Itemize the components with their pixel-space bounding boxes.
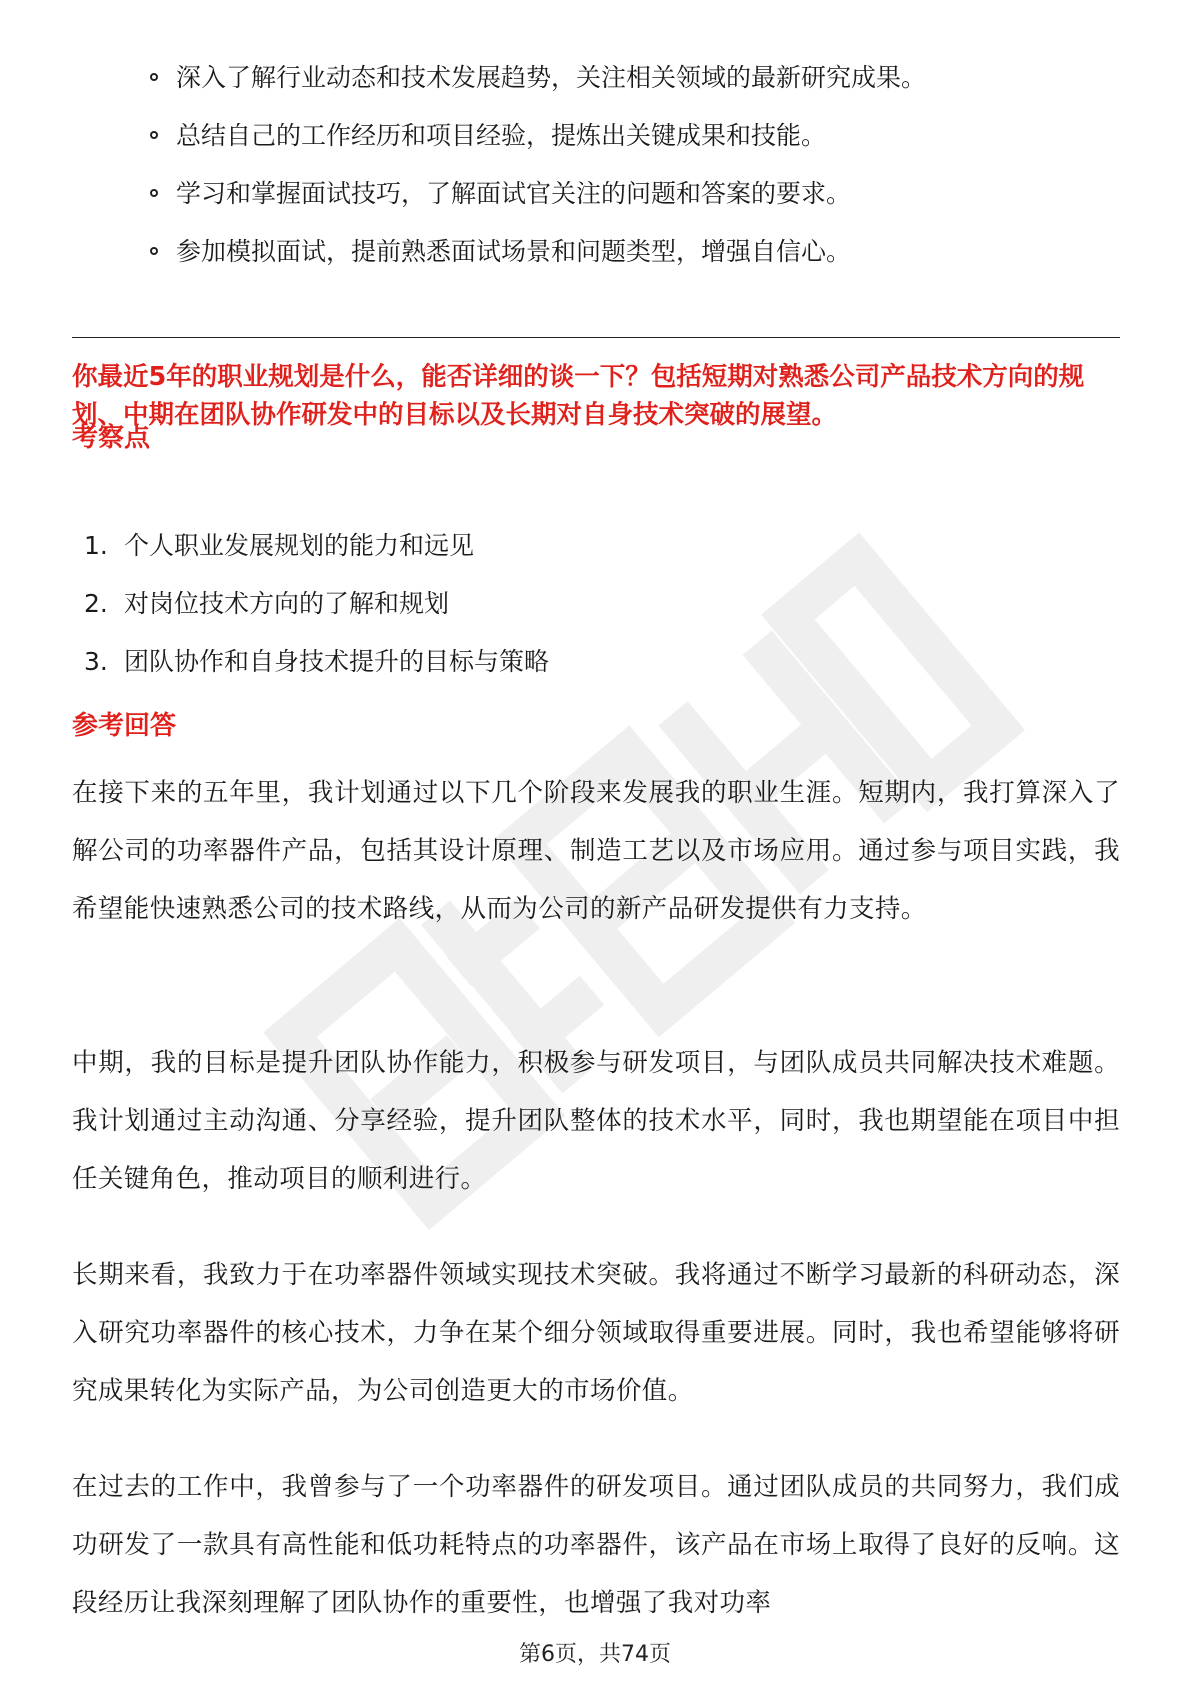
answer-label: 参考回答 [72,711,177,741]
item-text: 团队协作和自身技术提升的目标与策略 [124,647,550,676]
list-item [148,116,1128,156]
list-item [84,584,1084,624]
bullet-circle-icon [150,189,158,197]
bullet-circle-icon [150,247,158,255]
answer-paragraph: 长期来看，我致力于在功率器件领域实现技术突破。我将通过不断学习最新的科研动态，深入研究功率器件的核心技术，力争在某个细分领域取得重要进展。同时，我也希望能够将研究成果转化为实际产品，为公司创造更大的市场价值。 [72,1260,1120,1406]
section-divider [72,337,1120,338]
list-item [148,58,1128,98]
list-item [148,174,1128,214]
tips-bullet-list [148,58,1128,290]
bullet-circle-icon [150,131,158,139]
assessment-list [84,526,1084,700]
item-text: 对岗位技术方向的了解和规划 [124,589,450,618]
question-heading: 你最近5年的职业规划是什么，能否详细的谈一下？包括短期对熟悉公司产品技术方向的规划、中期在团队协作研发中的目标以及长期对自身技术突破的展望。 [72,362,1085,430]
page-number-footer: 第6页，共74页 [519,1642,671,1667]
item-number: 2. [84,589,108,618]
list-item [148,232,1128,272]
bullet-text: 总结自己的工作经历和项目经验，提炼出关键成果和技能。 [176,121,827,150]
item-number: 1. [84,531,108,560]
bullet-text: 参加模拟面试，提前熟悉面试场景和问题类型，增强自信心。 [176,237,852,266]
list-item [84,642,1084,682]
bullet-text: 深入了解行业动态和技术发展趋势，关注相关领域的最新研究成果。 [176,63,927,92]
item-number: 3. [84,647,108,676]
answer-paragraph: 中期，我的目标是提升团队协作能力，积极参与研发项目，与团队成员共同解决技术难题。我计划通过主动沟通、分享经验，提升团队整体的技术水平，同时，我也期望能在项目中担任关键角色，推动项目的顺利进行。 [72,1048,1120,1194]
item-text: 个人职业发展规划的能力和远见 [124,531,475,560]
bullet-text: 学习和掌握面试技巧，了解面试官关注的问题和答案的要求。 [176,179,852,208]
answer-paragraph: 在过去的工作中，我曾参与了一个功率器件的研发项目。通过团队成员的共同努力，我们成功研发了一款具有高性能和低功耗特点的功率器件，该产品在市场上取得了良好的反响。这段经历让我深刻理解了团队协作的重要性，也增强了我对功率 [72,1472,1120,1618]
assessment-label: 考察点 [72,423,151,453]
bullet-circle-icon [150,73,158,81]
answer-paragraph: 在接下来的五年里，我计划通过以下几个阶段来发展我的职业生涯。短期内，我打算深入了解公司的功率器件产品，包括其设计原理、制造工艺以及市场应用。通过参与项目实践，我希望能快速熟悉公司的技术路线，从而为公司的新产品研发提供有力支持。 [72,778,1120,924]
list-item [84,526,1084,566]
